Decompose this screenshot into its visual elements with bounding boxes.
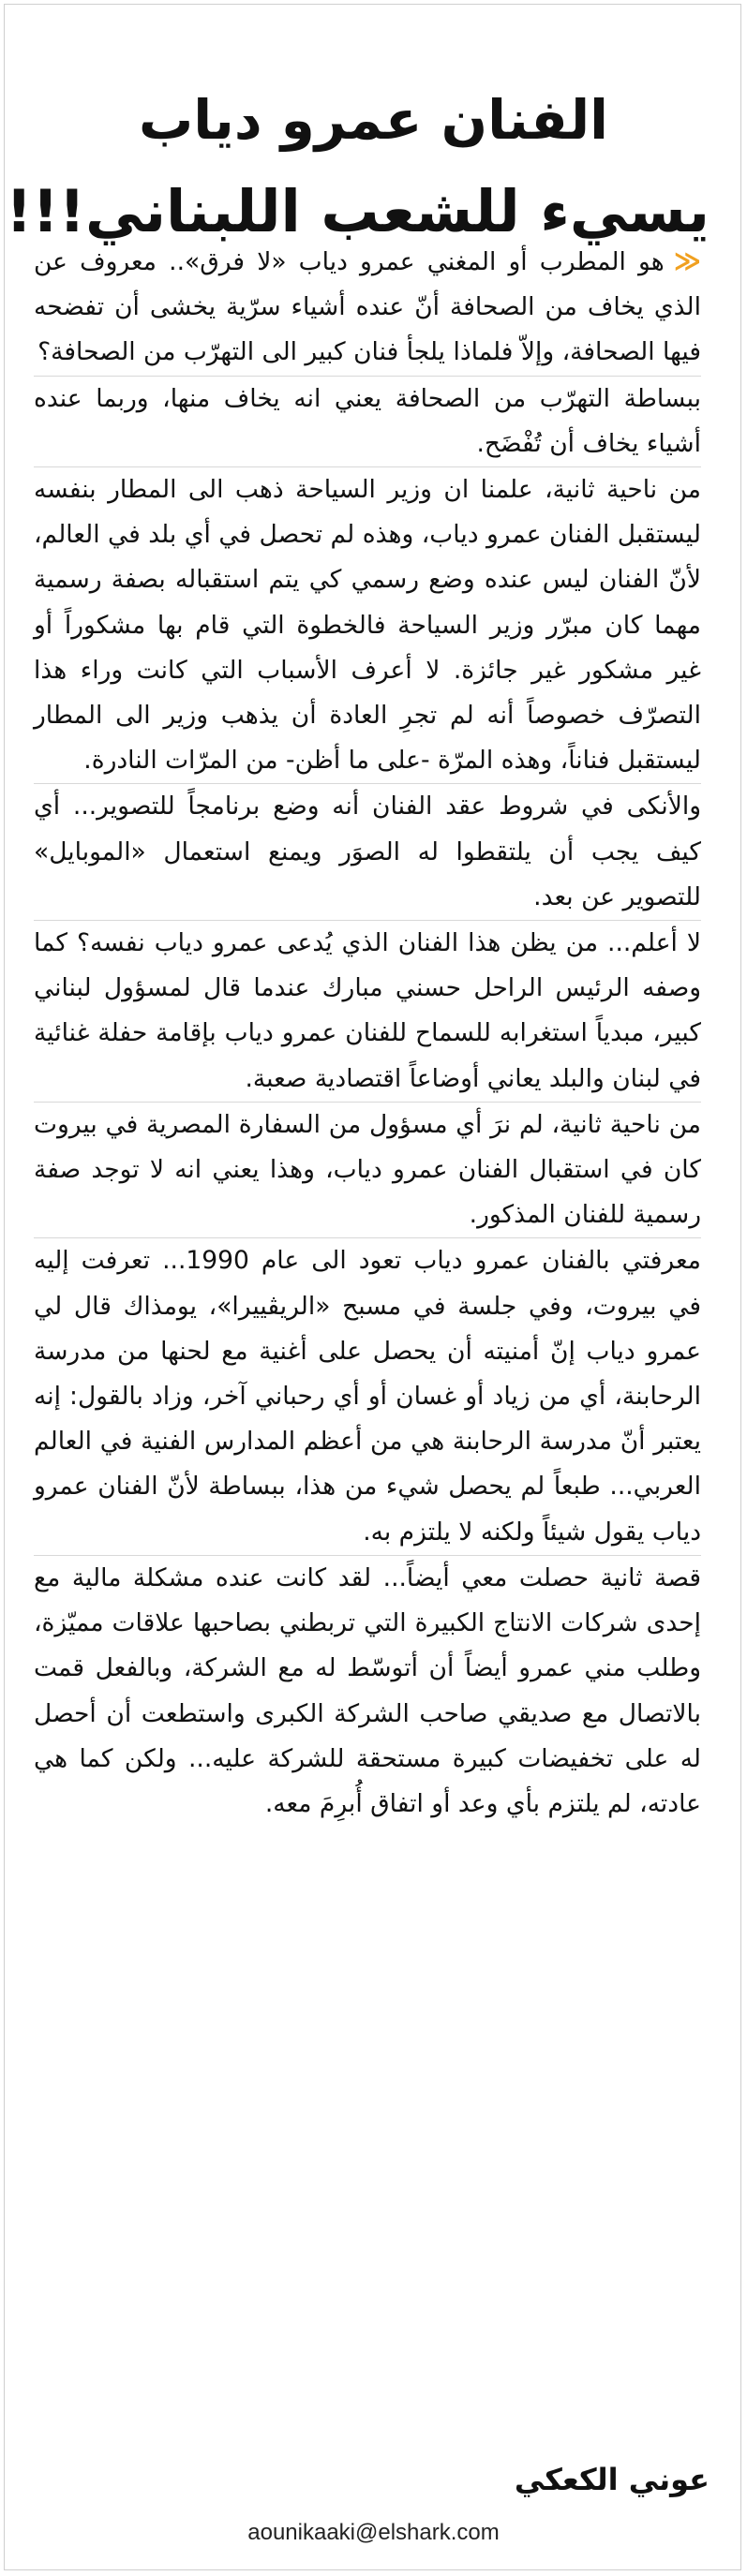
headline-line-1: الفنان عمرو دياب — [139, 87, 608, 152]
article-paragraph: والأنكى في شروط عقد الفنان أنه وضع برنامجاً للتصوير... أي كيف يجب أن يلتقطوا له الصوَر ويمنع استعمال «الموبايل» للتصوير عن بعد. — [34, 784, 701, 921]
article-paragraph: لا أعلم... من يظن هذا الفنان الذي يُدعى عمرو دياب نفسه؟ كما وصفه الرئيس الراحل حسني مبارك عندما قال لمسؤول لبناني كبير، مبدياً استغرابه للسماح للفنان عمرو دياب بإقامة حفلة غنائية في لبنان والبلد يعاني أوضاعاً اقتصادية صعبة. — [34, 921, 701, 1103]
article-paragraph: من ناحية ثانية، علمنا ان وزير السياحة ذهب الى المطار بنفسه ليستقبل الفنان عمرو دياب، وهذه لم تحصل في أي بلد في العالم، لأنّ الفنان ليس عنده وضع رسمي كي يتم استقباله بصفة رسمية مهما كان مبرّر وزير السياحة فالخطوة التي قام بها مشكوراً أو غير مشكور غير جائزة. لا أعرف الأسباب التي كانت وراء هذا التصرّف خصوصاً أنه لم تجرِ العادة أن يذهب وزير الى المطار ليستقبل فناناً، وهذه المرّة -على ما أظن- من المرّات النادرة. — [34, 467, 701, 784]
headline-line-2: يسيء للشعب اللبناني!!! — [6, 176, 710, 245]
author-email: aounikaaki@elshark.com — [247, 2520, 500, 2545]
article-paragraph: ببساطة التهرّب من الصحافة يعني انه يخاف منها، وربما عنده أشياء يخاف أن تُفْضَح. — [34, 377, 701, 467]
author-name: عوني الكعكي — [514, 2462, 710, 2497]
article-paragraph: معرفتي بالفنان عمرو دياب تعود الى عام 1990... تعرفت إليه في بيروت، وفي جلسة في مسبح «الريڤييرا»، يومذاك قال لي عمرو دياب إنّ أمنيته أن يحصل على أغنية مع لحنها من مدرسة الرحابنة، أي من زياد أو غسان أو أي رحباني آخر، وزاد بالقول: إنه يعتبر أنّ مدرسة الرحابنة هي من أعظم المدارس الفنية في العالم العربي... طبعاً لم يحصل شيء من هذا، ببساطة لأنّ الفنان عمرو دياب يقول شيئاً ولكنه لا يلتزم به. — [34, 1238, 701, 1555]
double-chevron-left-icon: ≪ — [673, 245, 701, 276]
article-paragraph: قصة ثانية حصلت معي أيضاً... لقد كانت عنده مشكلة مالية مع إحدى شركات الانتاج الكبيرة التي تربطني بصاحبها علاقات مميّزة، وطلب مني عمرو أيضاً أن أتوسّط له مع الشركة، وبالفعل قمت بالاتصال مع صديقي صاحب الشركة الكبرى واستطعت أن أحصل له على تخفيضات كبيرة مستحقة للشركة عليه... ولكن كما هي عادته، لم يلتزم بأي وعد أو اتفاق أُبرِمَ معه. — [34, 1562, 701, 1818]
paragraph-text: هو المطرب أو المغني عمرو دياب «لا فرق».. معروف عن الذي يخاف من الصحافة أنّ عنده أشياء سرّية يخشى أن تفضحه فيها الصحافة، وإلاّ فلماذا يلجأ فنان كبير الى التهرّب من الصحافة؟ — [34, 247, 701, 367]
article-body — [34, 239, 701, 1827]
article-paragraph: من ناحية ثانية، لم نرَ أي مسؤول من السفارة المصرية في بيروت كان في استقبال الفنان عمرو دياب، وهذا يعني انه لا توجد صفة رسمية للفنان المذكور. — [34, 1103, 701, 1239]
article-paragraph — [34, 239, 701, 377]
